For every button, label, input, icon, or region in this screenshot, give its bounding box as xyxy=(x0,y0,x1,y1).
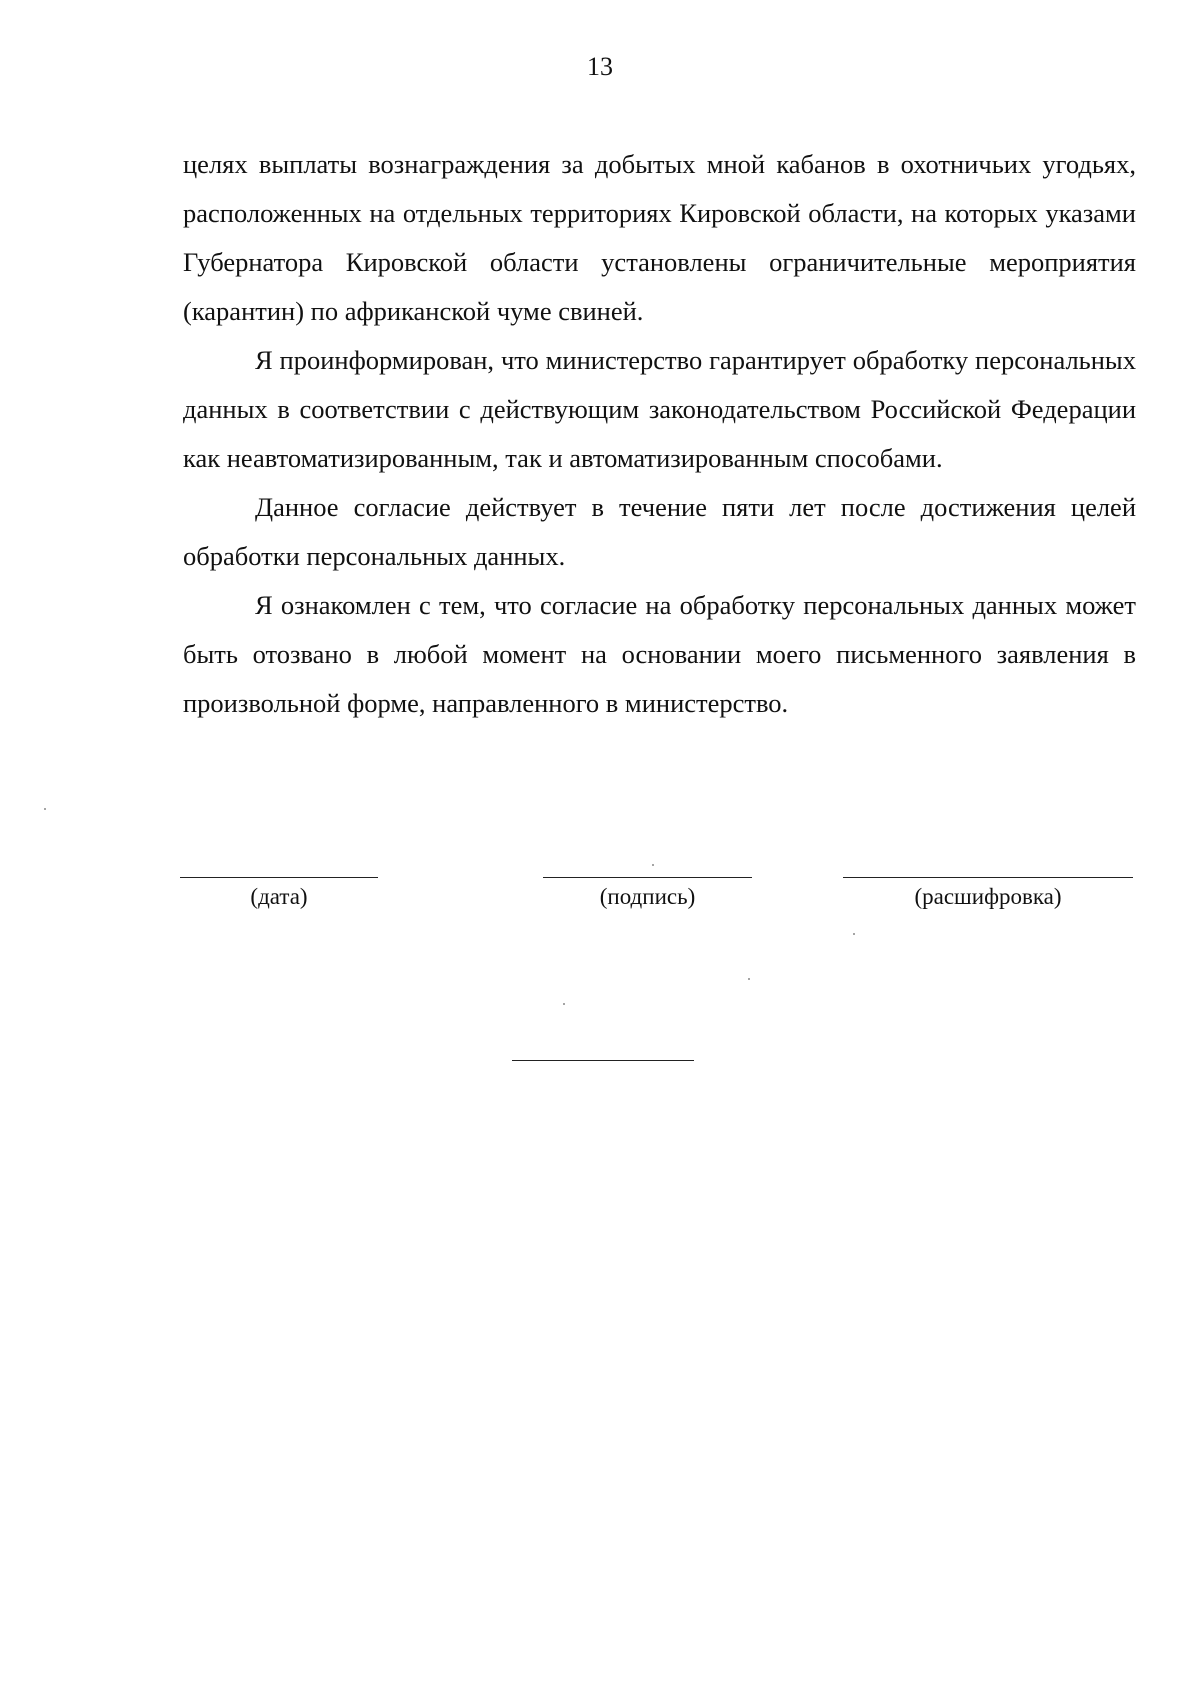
date-label: (дата) xyxy=(250,884,308,909)
scan-speck xyxy=(44,808,46,810)
paragraph-informed-processing: Я проинформирован, что министерство гарантирует обработку персональных данных в соответствии с действующим законодательством Российской Федерации как неавтоматизированным, так и автоматизированным способами. xyxy=(183,345,1136,473)
closing-rule xyxy=(512,1060,694,1061)
scan-speck xyxy=(652,864,654,866)
scan-speck xyxy=(853,933,855,935)
document-body xyxy=(183,140,1136,728)
signature-line xyxy=(543,877,752,878)
scan-speck xyxy=(563,1003,565,1005)
date-line xyxy=(180,877,378,878)
signature-field xyxy=(543,877,752,910)
paragraph-consent-revocation: Я ознакомлен с тем, что согласие на обработку персональных данных может быть отозвано в любой момент на основании моего письменного заявления в произвольной форме, направленного в министерство. xyxy=(183,590,1136,718)
signature-label: (подпись) xyxy=(599,884,696,909)
page-number: 13 xyxy=(587,52,613,81)
paragraph-consent-duration: Данное согласие действует в течение пяти лет после достижения целей обработки персональных данных. xyxy=(183,492,1136,571)
scan-speck xyxy=(748,978,750,980)
signature-decoding-label: (расшифровка) xyxy=(914,884,1062,909)
signature-decoding-field xyxy=(843,877,1133,910)
paragraph-purpose-continuation: целях выплаты вознаграждения за добытых мной кабанов в охотничьих угодьях, расположенных на отдельных территориях Кировской области, на которых указами Губернатора Кировской области установлены ограничительные мероприятия (карантин) по африканской чуме свиней. xyxy=(183,149,1136,326)
signature-decoding-line xyxy=(843,877,1133,878)
date-field xyxy=(180,877,378,910)
